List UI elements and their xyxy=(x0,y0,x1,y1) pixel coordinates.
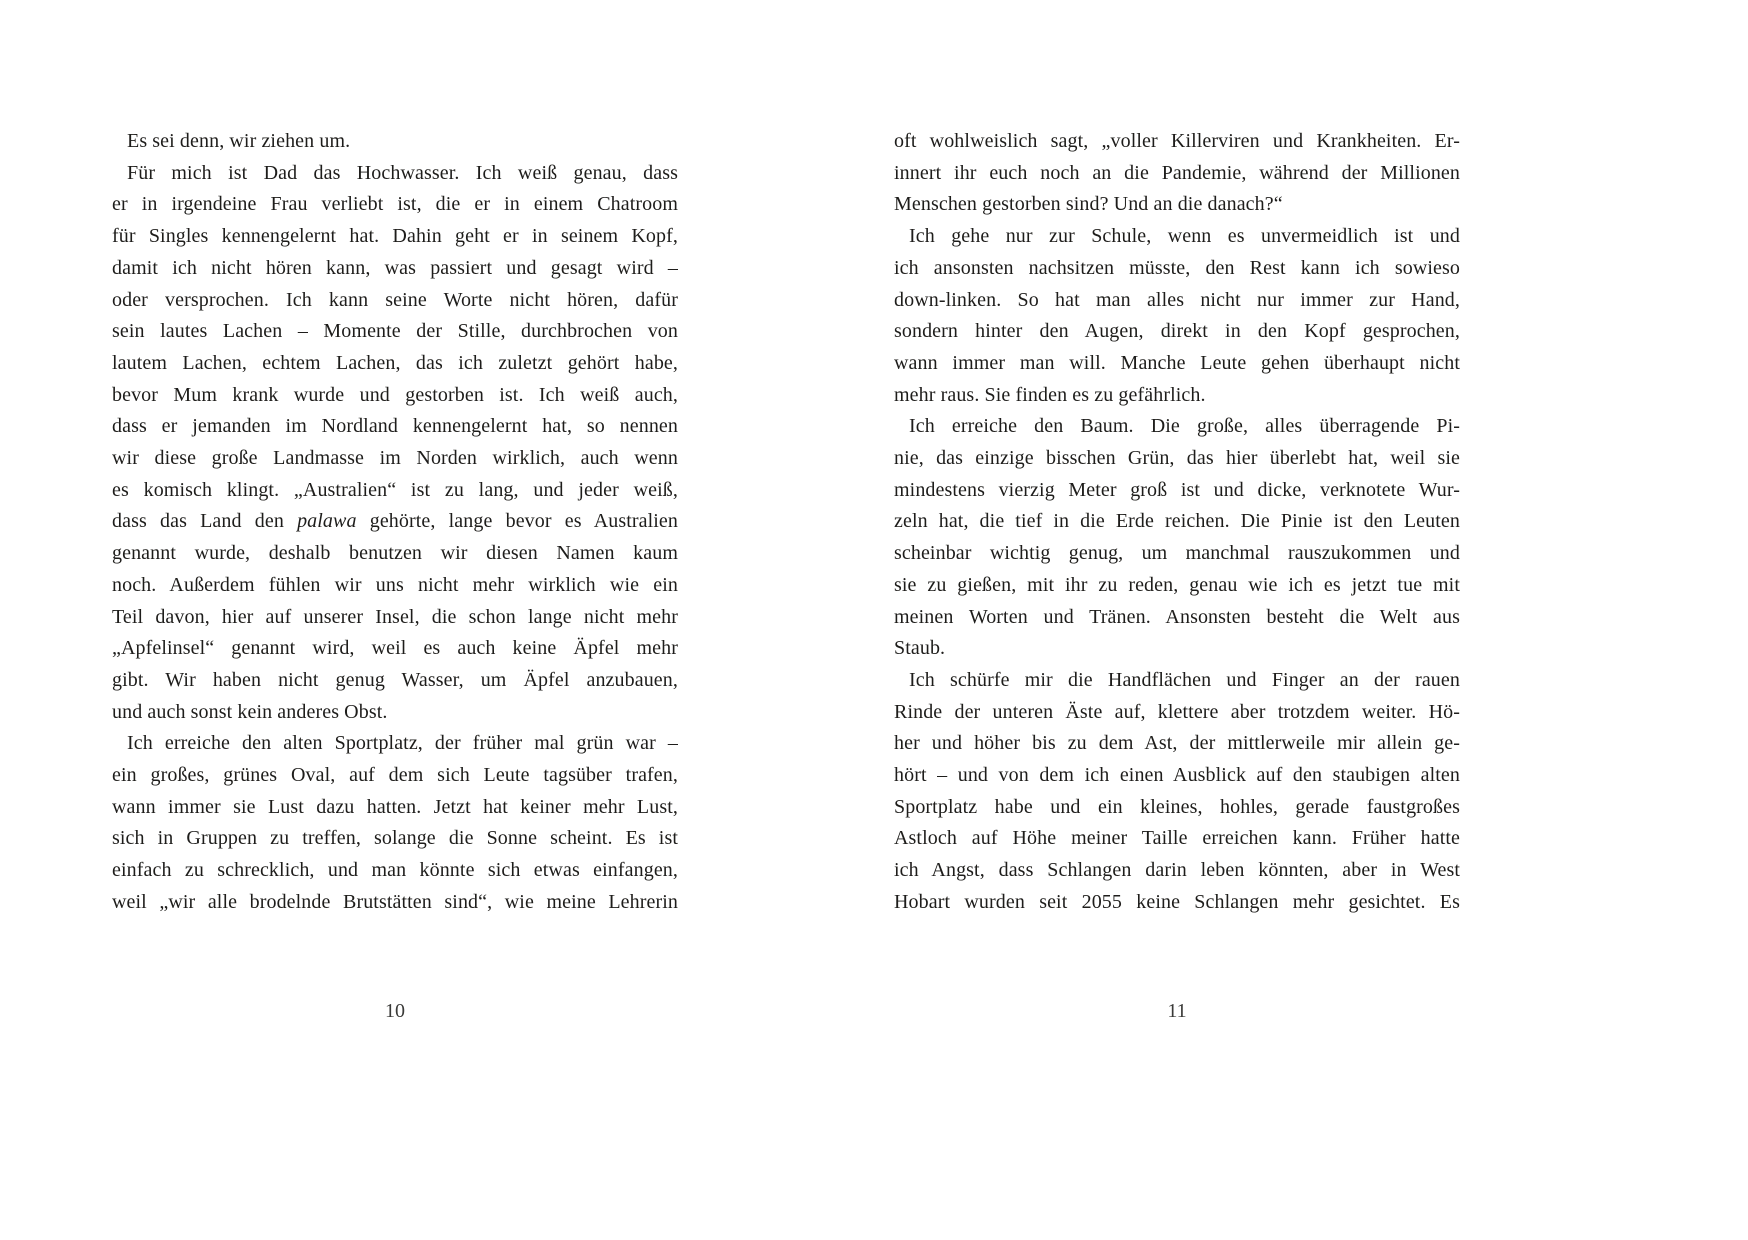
page-number-right: 11 xyxy=(1167,1000,1187,1022)
text-line: und auch sonst kein anderes Obst. xyxy=(112,700,388,723)
text-line: nie, das einzige bisschen Grün, das hier überlebt hat, weil sie xyxy=(894,447,1460,470)
text-line: Astloch auf Höhe meiner Taille erreichen kann. Früher hatte xyxy=(894,827,1460,850)
text-line: Teil davon, hier auf unserer Insel, die schon lange nicht mehr xyxy=(112,605,678,628)
text-line: mindestens vierzig Meter groß ist und dicke, verknotete Wur- xyxy=(894,478,1460,501)
text-line: hört – und von dem ich einen Ausblick auf den staubigen alten xyxy=(894,764,1460,787)
text-line: Menschen gestorben sind? Und an die danach?“ xyxy=(894,193,1283,216)
text-line: einfach zu schrecklich, und man könnte sich etwas einfangen, xyxy=(112,859,678,882)
text-line: mehr raus. Sie finden es zu gefährlich. xyxy=(894,383,1206,406)
text-line: wir diese große Landmasse im Norden wirklich, auch wenn xyxy=(112,447,678,470)
text-line: ich Angst, dass Schlangen darin leben könnten, aber in West xyxy=(894,859,1460,882)
text-line: ein großes, grünes Oval, auf dem sich Leute tagsüber trafen, xyxy=(112,764,678,787)
page-left xyxy=(112,0,678,1240)
text-line: weil „wir alle brodelnde Brutstätten sind“, wie meine Lehrerin xyxy=(112,890,678,913)
text-line: her und höher bis zu dem Ast, der mittlerweile mir allein ge- xyxy=(894,732,1460,755)
text-line: sondern hinter den Augen, direkt in den Kopf gesprochen, xyxy=(894,320,1460,343)
text-line: Es sei denn, wir ziehen um. xyxy=(127,130,351,152)
text-line: lautem Lachen, echtem Lachen, das ich zuletzt gehört habe, xyxy=(112,351,678,374)
text-line: Ich schürfe mir die Handflächen und Finger an der rauen xyxy=(909,668,1460,691)
text-line: Ich gehe nur zur Schule, wenn es unvermeidlich ist und xyxy=(909,225,1460,248)
text-line: dass er jemanden im Nordland kennengelernt hat, so nennen xyxy=(112,415,678,438)
text-line: oder versprochen. Ich kann seine Worte nicht hören, dafür xyxy=(112,288,678,311)
text-line: zeln hat, die tief in die Erde reichen. Die Pinie ist den Leuten xyxy=(894,510,1460,533)
page-right xyxy=(894,0,1460,1240)
text-line: Ich erreiche den alten Sportplatz, der früher mal grün war – xyxy=(127,732,678,755)
text-line: Für mich ist Dad das Hochwasser. Ich weiß genau, dass xyxy=(127,161,678,184)
text-line: er in irgendeine Frau verliebt ist, die er in einem Chatroom xyxy=(112,193,678,216)
text-line: wann immer man will. Manche Leute gehen überhaupt nicht xyxy=(894,351,1460,374)
text-line: genannt wurde, deshalb benutzen wir diesen Namen kaum xyxy=(112,542,678,565)
text-line: wann immer sie Lust dazu hatten. Jetzt hat keiner mehr Lust, xyxy=(112,795,678,818)
text-line: für Singles kennengelernt hat. Dahin geht er in seinem Kopf, xyxy=(112,225,678,248)
text-line: meinen Worten und Tränen. Ansonsten besteht die Welt aus xyxy=(894,605,1460,628)
text-line: Staub. xyxy=(894,637,946,660)
text-line: sich in Gruppen zu treffen, solange die Sonne scheint. Es ist xyxy=(112,827,678,850)
page-number-left: 10 xyxy=(385,1000,405,1022)
text-line: innert ihr euch noch an die Pandemie, während der Millionen xyxy=(894,161,1460,184)
text-line: damit ich nicht hören kann, was passiert und gesagt wird – xyxy=(112,256,678,279)
text-line: „Apfelinsel“ genannt wird, weil es auch keine Äpfel mehr xyxy=(112,637,678,660)
text-line: Ich erreiche den Baum. Die große, alles überragende Pi- xyxy=(909,415,1460,438)
text-line: bevor Mum krank wurde und gestorben ist. Ich weiß auch, xyxy=(112,383,678,406)
text-line: sie zu gießen, mit ihr zu reden, genau wie ich es jetzt tue mit xyxy=(894,573,1460,596)
text-line: Hobart wurden seit 2055 keine Schlangen mehr gesichtet. Es xyxy=(894,890,1460,913)
text-line: gibt. Wir haben nicht genug Wasser, um Äpfel anzubauen, xyxy=(112,668,678,691)
page-left-text-block xyxy=(112,126,678,919)
text-line: Sportplatz habe und ein kleines, hohles, gerade faustgroßes xyxy=(894,795,1460,818)
text-line: ich ansonsten nachsitzen müsste, den Rest kann ich sowieso xyxy=(894,256,1460,279)
text-line: oft wohlweislich sagt, „voller Killerviren und Krankheiten. Er- xyxy=(894,130,1460,152)
text-line: down-linken. So hat man alles nicht nur immer zur Hand, xyxy=(894,288,1460,311)
text-line: noch. Außerdem fühlen wir uns nicht mehr wirklich wie ein xyxy=(112,573,678,596)
text-line: sein lautes Lachen – Momente der Stille, durchbrochen von xyxy=(112,320,678,343)
page-right-text-block xyxy=(894,126,1460,919)
text-line: dass das Land den palawa gehörte, lange bevor es Australien xyxy=(112,510,679,533)
text-line: Rinde der unteren Äste auf, klettere aber trotzdem weiter. Hö- xyxy=(894,700,1460,723)
text-line: es komisch klingt. „Australien“ ist zu lang, und jeder weiß, xyxy=(112,478,678,501)
text-line: scheinbar wichtig genug, um manchmal rauszukommen und xyxy=(894,542,1460,565)
